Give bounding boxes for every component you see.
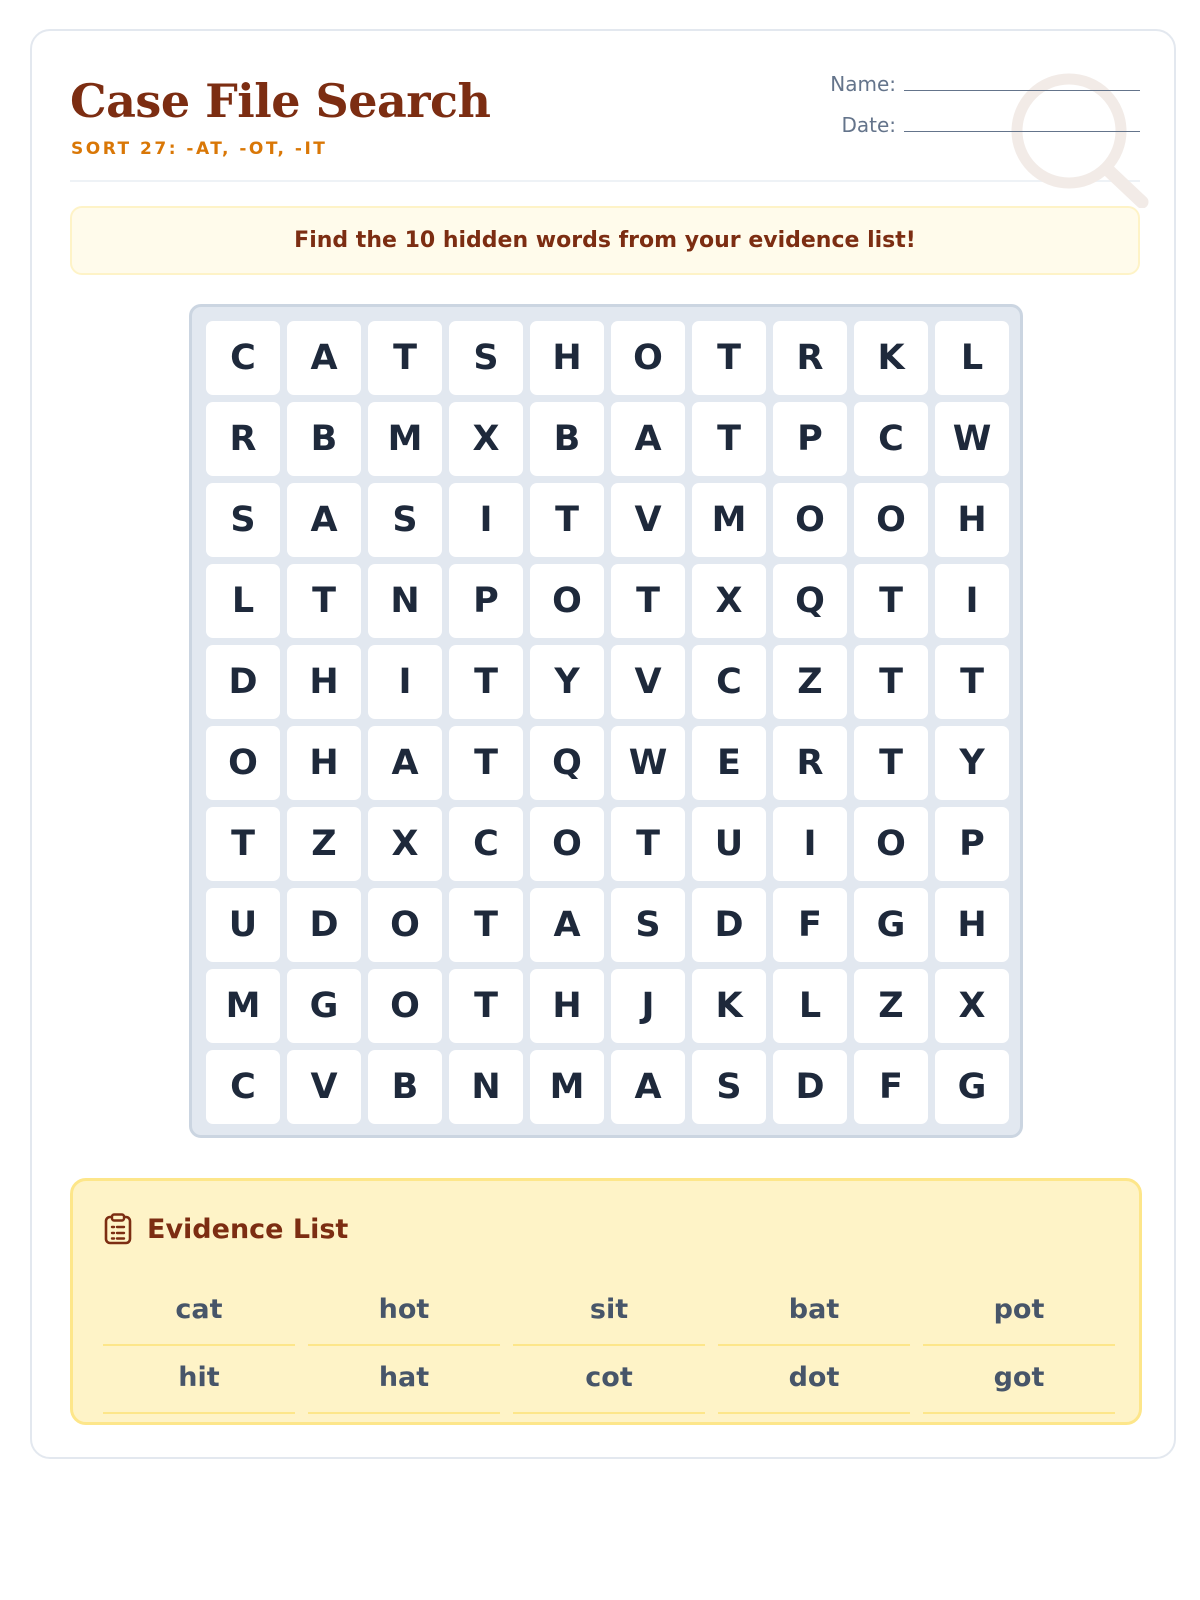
grid-cell[interactable]: M: [368, 402, 442, 476]
grid-cell[interactable]: T: [368, 321, 442, 395]
instruction-text: Find the 10 hidden words from your evidence list!: [294, 228, 916, 253]
grid-cell[interactable]: A: [368, 726, 442, 800]
grid-cell[interactable]: O: [530, 807, 604, 881]
grid-cell[interactable]: J: [611, 969, 685, 1043]
grid-cell[interactable]: A: [611, 402, 685, 476]
worksheet-header: [70, 70, 1140, 182]
word-search-grid: [189, 304, 1023, 1138]
evidence-word: got: [923, 1346, 1115, 1414]
grid-cell[interactable]: T: [449, 645, 523, 719]
grid-cell[interactable]: C: [449, 807, 523, 881]
evidence-word: hot: [308, 1278, 500, 1346]
grid-cell[interactable]: S: [611, 888, 685, 962]
grid-cell[interactable]: T: [206, 807, 280, 881]
grid-cell[interactable]: W: [611, 726, 685, 800]
grid-cell[interactable]: T: [449, 969, 523, 1043]
grid-cell[interactable]: X: [692, 564, 766, 638]
grid-cell[interactable]: D: [773, 1050, 847, 1124]
grid-cell[interactable]: T: [854, 726, 928, 800]
grid-cell[interactable]: V: [611, 483, 685, 557]
grid-cell[interactable]: D: [287, 888, 361, 962]
evidence-word: hat: [308, 1346, 500, 1414]
grid-cell[interactable]: N: [368, 564, 442, 638]
grid-cell[interactable]: A: [530, 888, 604, 962]
grid-cell[interactable]: B: [287, 402, 361, 476]
grid-cell[interactable]: Y: [530, 645, 604, 719]
grid-cell[interactable]: V: [611, 645, 685, 719]
grid-cell[interactable]: C: [692, 645, 766, 719]
grid-cell[interactable]: A: [611, 1050, 685, 1124]
evidence-word: hit: [103, 1346, 295, 1414]
grid-cell[interactable]: D: [692, 888, 766, 962]
grid-cell[interactable]: V: [287, 1050, 361, 1124]
grid-cell[interactable]: O: [611, 321, 685, 395]
grid-cell[interactable]: O: [854, 483, 928, 557]
grid-cell[interactable]: H: [287, 645, 361, 719]
sort-subtitle: SORT 27: -AT, -OT, -IT: [71, 139, 328, 159]
grid-cell[interactable]: I: [773, 807, 847, 881]
grid-cell[interactable]: S: [368, 483, 442, 557]
letter-grid: [206, 321, 1009, 1124]
grid-cell[interactable]: F: [773, 888, 847, 962]
grid-cell[interactable]: I: [449, 483, 523, 557]
grid-cell[interactable]: X: [368, 807, 442, 881]
grid-cell[interactable]: C: [206, 1050, 280, 1124]
grid-cell[interactable]: T: [611, 564, 685, 638]
name-field[interactable]: [830, 72, 1140, 96]
evidence-word: cot: [513, 1346, 705, 1414]
grid-cell[interactable]: G: [287, 969, 361, 1043]
grid-cell[interactable]: M: [530, 1050, 604, 1124]
grid-cell[interactable]: W: [935, 402, 1009, 476]
grid-cell[interactable]: O: [206, 726, 280, 800]
evidence-title: Evidence List: [147, 1213, 349, 1245]
instruction-banner: [70, 206, 1140, 275]
grid-cell[interactable]: S: [206, 483, 280, 557]
grid-cell[interactable]: F: [854, 1050, 928, 1124]
grid-cell[interactable]: T: [287, 564, 361, 638]
grid-cell[interactable]: P: [935, 807, 1009, 881]
grid-cell[interactable]: A: [287, 321, 361, 395]
evidence-header: [103, 1213, 348, 1245]
date-line[interactable]: [904, 131, 1140, 132]
grid-cell[interactable]: X: [449, 402, 523, 476]
grid-cell[interactable]: Y: [935, 726, 1009, 800]
evidence-word: pot: [923, 1278, 1115, 1346]
grid-cell[interactable]: S: [449, 321, 523, 395]
clipboard-icon: [103, 1213, 133, 1245]
grid-cell[interactable]: T: [449, 888, 523, 962]
grid-cell[interactable]: I: [368, 645, 442, 719]
grid-cell[interactable]: L: [935, 321, 1009, 395]
grid-cell[interactable]: L: [773, 969, 847, 1043]
grid-cell[interactable]: L: [206, 564, 280, 638]
grid-cell[interactable]: T: [692, 321, 766, 395]
grid-cell[interactable]: M: [692, 483, 766, 557]
grid-cell[interactable]: I: [935, 564, 1009, 638]
grid-cell[interactable]: B: [368, 1050, 442, 1124]
grid-cell[interactable]: Z: [854, 969, 928, 1043]
date-field[interactable]: [841, 113, 1140, 137]
grid-cell[interactable]: O: [530, 564, 604, 638]
date-label: Date:: [841, 113, 896, 137]
grid-cell[interactable]: C: [854, 402, 928, 476]
grid-cell[interactable]: O: [368, 888, 442, 962]
evidence-word: sit: [513, 1278, 705, 1346]
grid-cell[interactable]: A: [287, 483, 361, 557]
grid-cell[interactable]: U: [692, 807, 766, 881]
grid-cell[interactable]: K: [692, 969, 766, 1043]
grid-cell[interactable]: T: [692, 402, 766, 476]
grid-cell[interactable]: R: [773, 321, 847, 395]
grid-cell[interactable]: Q: [530, 726, 604, 800]
grid-cell[interactable]: R: [773, 726, 847, 800]
grid-cell[interactable]: R: [206, 402, 280, 476]
evidence-word: bat: [718, 1278, 910, 1346]
grid-cell[interactable]: S: [692, 1050, 766, 1124]
grid-cell[interactable]: B: [530, 402, 604, 476]
name-label: Name:: [830, 72, 896, 96]
grid-cell[interactable]: H: [935, 888, 1009, 962]
grid-cell[interactable]: E: [692, 726, 766, 800]
grid-cell[interactable]: H: [530, 969, 604, 1043]
grid-cell[interactable]: M: [206, 969, 280, 1043]
grid-cell[interactable]: D: [206, 645, 280, 719]
grid-cell[interactable]: U: [206, 888, 280, 962]
grid-cell[interactable]: N: [449, 1050, 523, 1124]
grid-cell[interactable]: O: [368, 969, 442, 1043]
grid-cell[interactable]: H: [935, 483, 1009, 557]
grid-cell[interactable]: H: [287, 726, 361, 800]
grid-cell[interactable]: C: [206, 321, 280, 395]
grid-cell[interactable]: G: [935, 1050, 1009, 1124]
grid-cell[interactable]: O: [773, 483, 847, 557]
grid-cell[interactable]: P: [773, 402, 847, 476]
grid-cell[interactable]: P: [449, 564, 523, 638]
grid-cell[interactable]: H: [530, 321, 604, 395]
evidence-words: [103, 1278, 1115, 1414]
name-line[interactable]: [904, 90, 1140, 91]
grid-cell[interactable]: T: [530, 483, 604, 557]
grid-cell[interactable]: T: [611, 807, 685, 881]
grid-cell[interactable]: Q: [773, 564, 847, 638]
evidence-word: cat: [103, 1278, 295, 1346]
grid-cell[interactable]: O: [854, 807, 928, 881]
evidence-list: [70, 1178, 1142, 1425]
grid-cell[interactable]: T: [449, 726, 523, 800]
grid-cell[interactable]: T: [854, 645, 928, 719]
grid-cell[interactable]: K: [854, 321, 928, 395]
grid-cell[interactable]: Z: [287, 807, 361, 881]
page-title: Case File Search: [70, 74, 491, 128]
grid-cell[interactable]: T: [935, 645, 1009, 719]
grid-cell[interactable]: T: [854, 564, 928, 638]
grid-cell[interactable]: X: [935, 969, 1009, 1043]
grid-cell[interactable]: Z: [773, 645, 847, 719]
grid-cell[interactable]: G: [854, 888, 928, 962]
evidence-word: dot: [718, 1346, 910, 1414]
